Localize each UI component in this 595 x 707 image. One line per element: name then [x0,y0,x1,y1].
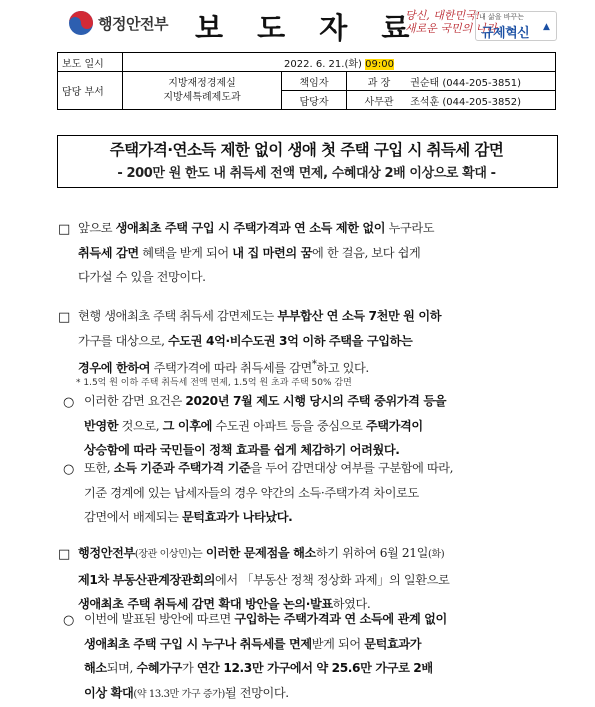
arrow-up-icon: ▲ [543,22,550,32]
text: 또한, [84,461,114,475]
text: 기준 경계에 있는 납세자들의 경우 약간의 소득·주택가격 차이로도 [84,485,419,500]
text: 이상 확대 [84,685,134,700]
paragraph-4 [84,456,558,530]
box-bullet: □ [58,222,71,237]
text: (약 13.3만 가구 증가) [133,688,225,700]
paragraph-2 [78,304,558,381]
text: 문턱효과가 [364,636,422,651]
contact2-name: 조석훈 (044-205-3852) [410,96,521,108]
text: 경우에 한하여 [78,361,151,376]
contact1-role: 책임자 [282,72,347,91]
text: 받게 되어 [311,636,365,651]
contact2-role: 담당자 [282,91,347,110]
paragraph-3 [84,389,558,463]
box-bullet: □ [58,310,71,325]
footnote: * 1.5억 원 이하 주택 취득세 전액 면제, 1.5억 원 초과 주택 50% 감면 [76,378,352,388]
badge-caption: 내 삶을 바꾸는 [479,13,525,21]
text: 상승함에 따라 국민들이 정책 효과를 쉽게 체감하기 어려웠다. [84,443,400,457]
text: 주택가격이 [365,418,423,433]
text: 는 [190,546,206,560]
text: 생애최초 주택 구입 시 누구나 취득세를 면제 [84,636,312,651]
slogan-line1: 당신, 대한민국! [405,9,481,22]
taegeuk-emblem-icon [68,10,94,36]
subheadline: - 200만 원 한도 내 취득세 전액 면제, 수혜대상 2배 이상으로 확대 - [117,166,496,181]
release-datetime [123,53,556,72]
text: 감면에서 배제되는 [84,510,182,524]
dept-label: 담당 부서 [58,72,123,110]
circle-bullet: ○ [63,613,75,628]
text: 구입하는 주택가격과 연 소득에 관계 없이 [234,612,447,626]
text: 행정안전부 [78,546,135,560]
dept-line2: 지방세특례제도과 [163,91,241,103]
text: 제1차 부동산관계장관회의 [78,572,216,587]
text: 수혜가구 [136,661,182,675]
paragraph-6 [84,607,558,707]
contact2-title: 사무관 [364,96,394,108]
text: 취득세 감면 [78,245,139,260]
text: 수도권 4억·비수도권 3억 이하 주택을 구입하는 [168,333,413,348]
text: 다가설 수 있을 전망이다. [78,270,206,284]
dept-line1: 지방재정경제실 [168,77,236,89]
text: 누구라도 [385,221,435,235]
text: 수도권 아파트 등을 중심으로 [212,418,366,433]
circle-bullet: ○ [63,395,75,410]
text: 현행 생애최초 주택 취득세 감면제도는 [78,309,278,323]
headline: 주택가격·연소득 제한 없이 생애 첫 주택 구입 시 취득세 감면 [109,141,504,159]
text: 소득 기준과 주택가격 기준 [113,461,251,475]
release-time: 09:00 [365,58,394,70]
text: 이러한 문제점을 해소 [205,546,316,560]
contact-table [57,52,556,110]
contact1-title: 과 장 [367,77,391,89]
text: 문턱효과가 나타났다. [181,510,293,524]
text: 앞으로 [78,221,116,235]
text: 내 집 마련의 꿈 [232,245,313,260]
text: 연간 12.3만 가구에서 약 25.6만 가구로 2배 [196,661,433,675]
text: 혜택을 받게 되어 [138,245,233,260]
text: 하고 있다. [316,361,369,376]
footnote-mark: * [311,359,317,370]
text: 이번에 발표된 방안에 따르면 [84,612,235,626]
text: 에 한 걸음, 보다 쉽게 [312,245,421,260]
text: 반영한 [84,418,119,433]
contact1-name: 권순태 (044-205-3851) [410,77,521,89]
box-bullet: □ [58,547,71,562]
contact1-info [347,72,556,91]
badge-title: 규제혁신 [481,26,530,41]
text: 가 [181,661,197,675]
slogan-line2: 새로운 국민의 나라 [405,22,498,35]
text: (장관 이상민) [134,549,191,560]
text: 하였다. [332,597,371,611]
text: 생애최초 주택 취득세 감면 확대 방안을 논의·발표 [78,597,333,611]
text: 에서 「부동산 정책 정상화 과제」의 일환으로 [215,572,450,587]
text: 이러한 감면 요건은 [84,394,186,408]
text: 부부합산 연 소득 7천만 원 이하 [277,309,442,323]
text: (화) [427,549,445,560]
paragraph-5 [78,541,558,617]
circle-bullet: ○ [63,462,75,477]
text: 해소 [84,661,107,675]
dept-names [123,72,282,110]
text: 되며, [106,661,137,675]
paragraph-1 [78,216,558,290]
ministry-name: 행정안전부 [98,15,168,33]
release-label: 보도 일시 [58,53,123,72]
text: 그 이후에 [162,418,213,433]
text: 하기 위하여 6월 21일 [315,546,428,560]
text: 을 두어 감면대상 여부를 구분함에 따라, [250,461,454,475]
text: 주택가격에 따라 취득세를 감면 [150,361,312,376]
press-release-title: 보 도 자 료 [195,11,422,45]
text: 될 전망이다. [224,685,289,700]
text: 생애최초 주택 구입 시 주택가격과 연 소득 제한 없이 [115,221,386,235]
contact2-info [347,91,556,110]
text: 것으로, [118,418,163,433]
text: 2020년 7월 제도 시행 당시의 주택 중위가격 등을 [185,394,447,408]
release-date: 2022. 6. 21.(화) [284,58,362,70]
text: 가구를 대상으로, [78,333,169,348]
